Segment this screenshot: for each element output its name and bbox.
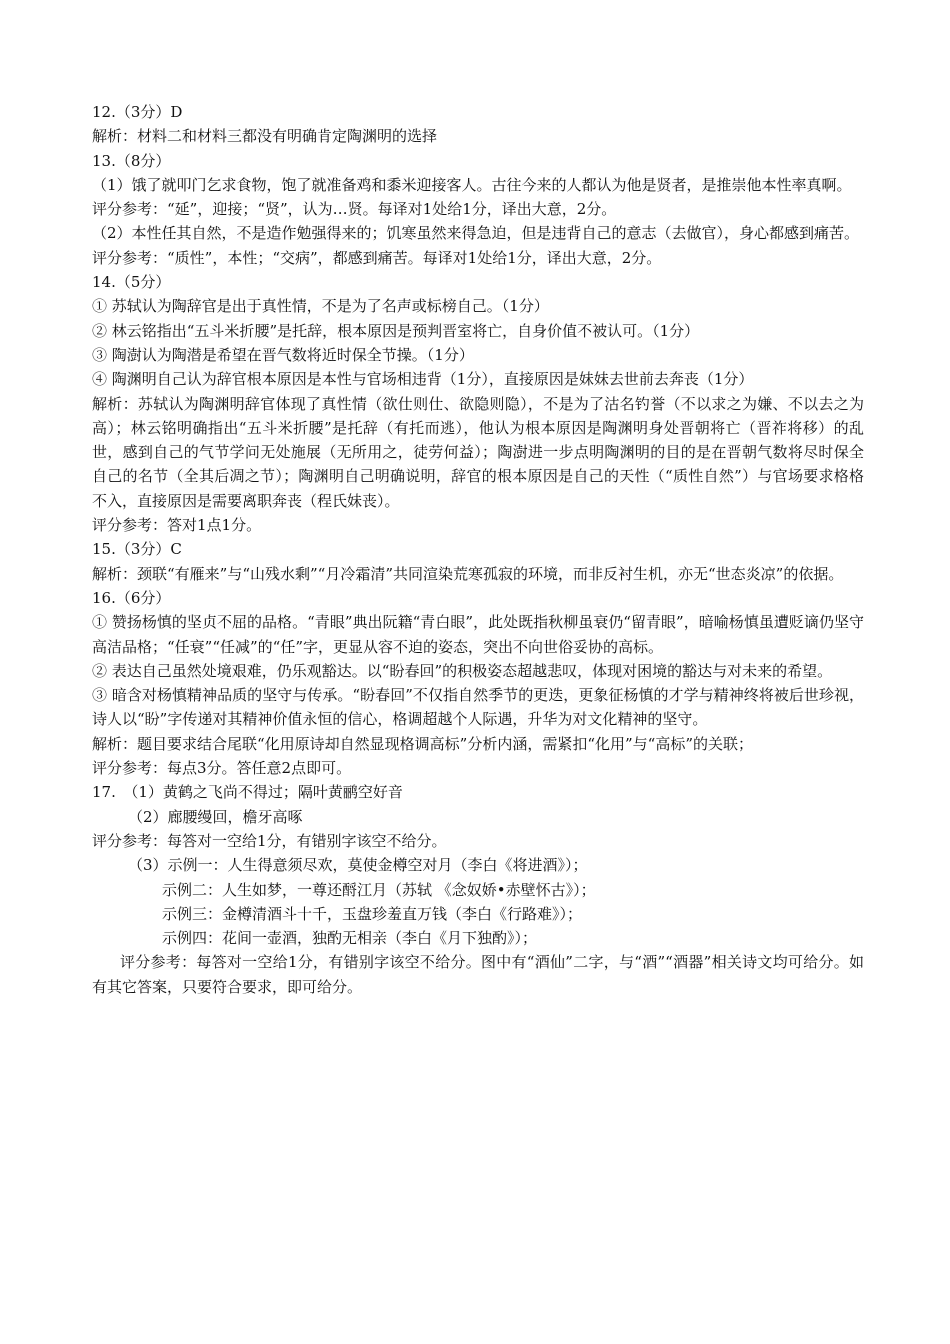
q13-scoring-2: 评分参考：“质性”，本性；“交病”，都感到痛苦。每译对1处给1分，译出大意，2分。 — [92, 248, 662, 267]
q14-point-1: ① 苏轼认为陶辞官是出于真性情，不是为了名声或标榜自己。（1分） — [92, 297, 549, 316]
q14-analysis: 解析：苏轼认为陶渊明辞官体现了真性情（欲仕则仕、欲隐则隐），不是为了沽名钓誉（不以求之为嫌、不以去之为高）；林云铭明确指出“五斗米折腰”是托辞（有托而逃），他认为根本原因是陶渊明身处晋朝将亡（晋祚将移）的乱世，感到自己的气节学问无处施展（无所用之，徒劳何益）；陶澍进一步点明陶渊明的目的是在晋朝气数将尽时保全自己的名节（全其后凋之节）；陶渊明自己明确说明，辞官的根本原因是自己的天性（“质性自然”）与官场要求格格不入，直接原因是需要离职奔丧（程氏妹丧）。 — [92, 394, 864, 510]
q12-analysis: 解析：材料二和材料三都没有明确肯定陶渊明的选择 — [92, 127, 438, 146]
q16-analysis: 解析：题目要求结合尾联“化用原诗却自然显现格调高标”分析内涵，需紧扣“化用”与“高标”的关联； — [92, 734, 754, 753]
q16-point-1: ① 赞扬杨慎的坚贞不屈的品格。“青眼”典出阮籍“青白眼”，此处既指秋柳虽衰仍“留青眼”，暗喻杨慎虽遭贬谪仍坚守高洁品格；“任衰”“任减”的“任”字，更显从容不迫的姿态，突出不向世俗妥协的高标。 — [92, 613, 864, 656]
q13-answer-2: （2）本性任其自然，不是造作勉强得来的；饥寒虽然来得急迫，但是违背自己的意志（去做官），身心都感到痛苦。 — [92, 224, 860, 243]
q17-example-1: （3）示例一：人生得意须尽欢，莫使金樽空对月（李白《将进酒》）； — [128, 856, 588, 875]
q14-point-3: ③ 陶澍认为陶潜是希望在晋气数将近时保全节操。（1分） — [92, 345, 474, 364]
q14-point-4: ④ 陶渊明自己认为辞官根本原因是本性与官场相违背（1分），直接原因是妹妹去世前去奔丧（1分） — [92, 370, 754, 389]
q16-heading: 16.（6分） — [92, 588, 171, 607]
q12-heading: 12.（3分）D — [92, 103, 183, 121]
q13-scoring-1: 评分参考：“延”，迎接；“贤”，认为…贤。每译对1处给1分，译出大意，2分。 — [92, 200, 617, 219]
q16-point-2: ② 表达自己虽然处境艰难，仍乐观豁达。以“盼春回”的积极姿态超越悲叹，体现对困境的豁达与对未来的希望。 — [92, 661, 833, 680]
q15-analysis: 解析：颈联“有雁来”与“山残水剩”“月冷霜清”共同渲染荒寒孤寂的环境，而非反衬生机，亦无“世态炎凉”的依据。 — [92, 564, 844, 583]
answer-key-document — [92, 100, 864, 999]
q15-heading: 15.（3分）C — [92, 540, 182, 559]
q17-example-3: 示例三：金樽清酒斗十千，玉盘珍羞直万钱（李白《行路难》）； — [162, 904, 583, 923]
q13-heading: 13.（8分） — [92, 151, 171, 170]
q17-example-2: 示例二：人生如梦，一尊还酹江月（苏轼 《念奴娇•赤壁怀古》）； — [162, 880, 596, 899]
q17-example-4: 示例四：花间一壶酒，独酌无相亲（李白《月下独酌》）； — [162, 929, 538, 948]
q14-scoring: 评分参考：答对1点1分。 — [92, 516, 262, 535]
q16-point-3: ③ 暗含对杨慎精神品质的坚守与传承。“盼春回”不仅指自然季节的更迭，更象征杨慎的才学与精神终将被后世珍视，诗人以“盼”字传递对其精神价值永恒的信心，格调超越个人际遇，升华为对文化精神的坚守。 — [92, 686, 864, 729]
q13-answer-1: （1）饿了就叩门乞求食物，饱了就准备鸡和黍米迎接客人。古往今来的人都认为他是贤者，是推崇他本性率真啊。 — [92, 175, 852, 194]
q16-scoring: 评分参考：每点3分。答任意2点即可。 — [92, 759, 352, 778]
q14-point-2: ② 林云铭指出“五斗米折腰”是托辞，根本原因是预判晋室将亡，自身价值不被认可。（1分） — [92, 321, 700, 340]
q17-scoring-1: 评分参考：每答对一空给1分，有错别字该空不给分。 — [92, 831, 447, 850]
q17-answer-1: 17. （1）黄鹤之飞尚不得过；隔叶黄鹂空好音 — [92, 783, 403, 802]
q17-scoring-2: 评分参考：每答对一空给1分，有错别字该空不给分。图中有“酒仙”二字，与“酒”“酒器”相关诗文均可给分。如有其它答案，只要符合要求，即可给分。 — [92, 953, 864, 996]
q17-answer-2: （2）廊腰缦回，檐牙高啄 — [128, 807, 303, 826]
q14-heading: 14.（5分） — [92, 273, 171, 292]
